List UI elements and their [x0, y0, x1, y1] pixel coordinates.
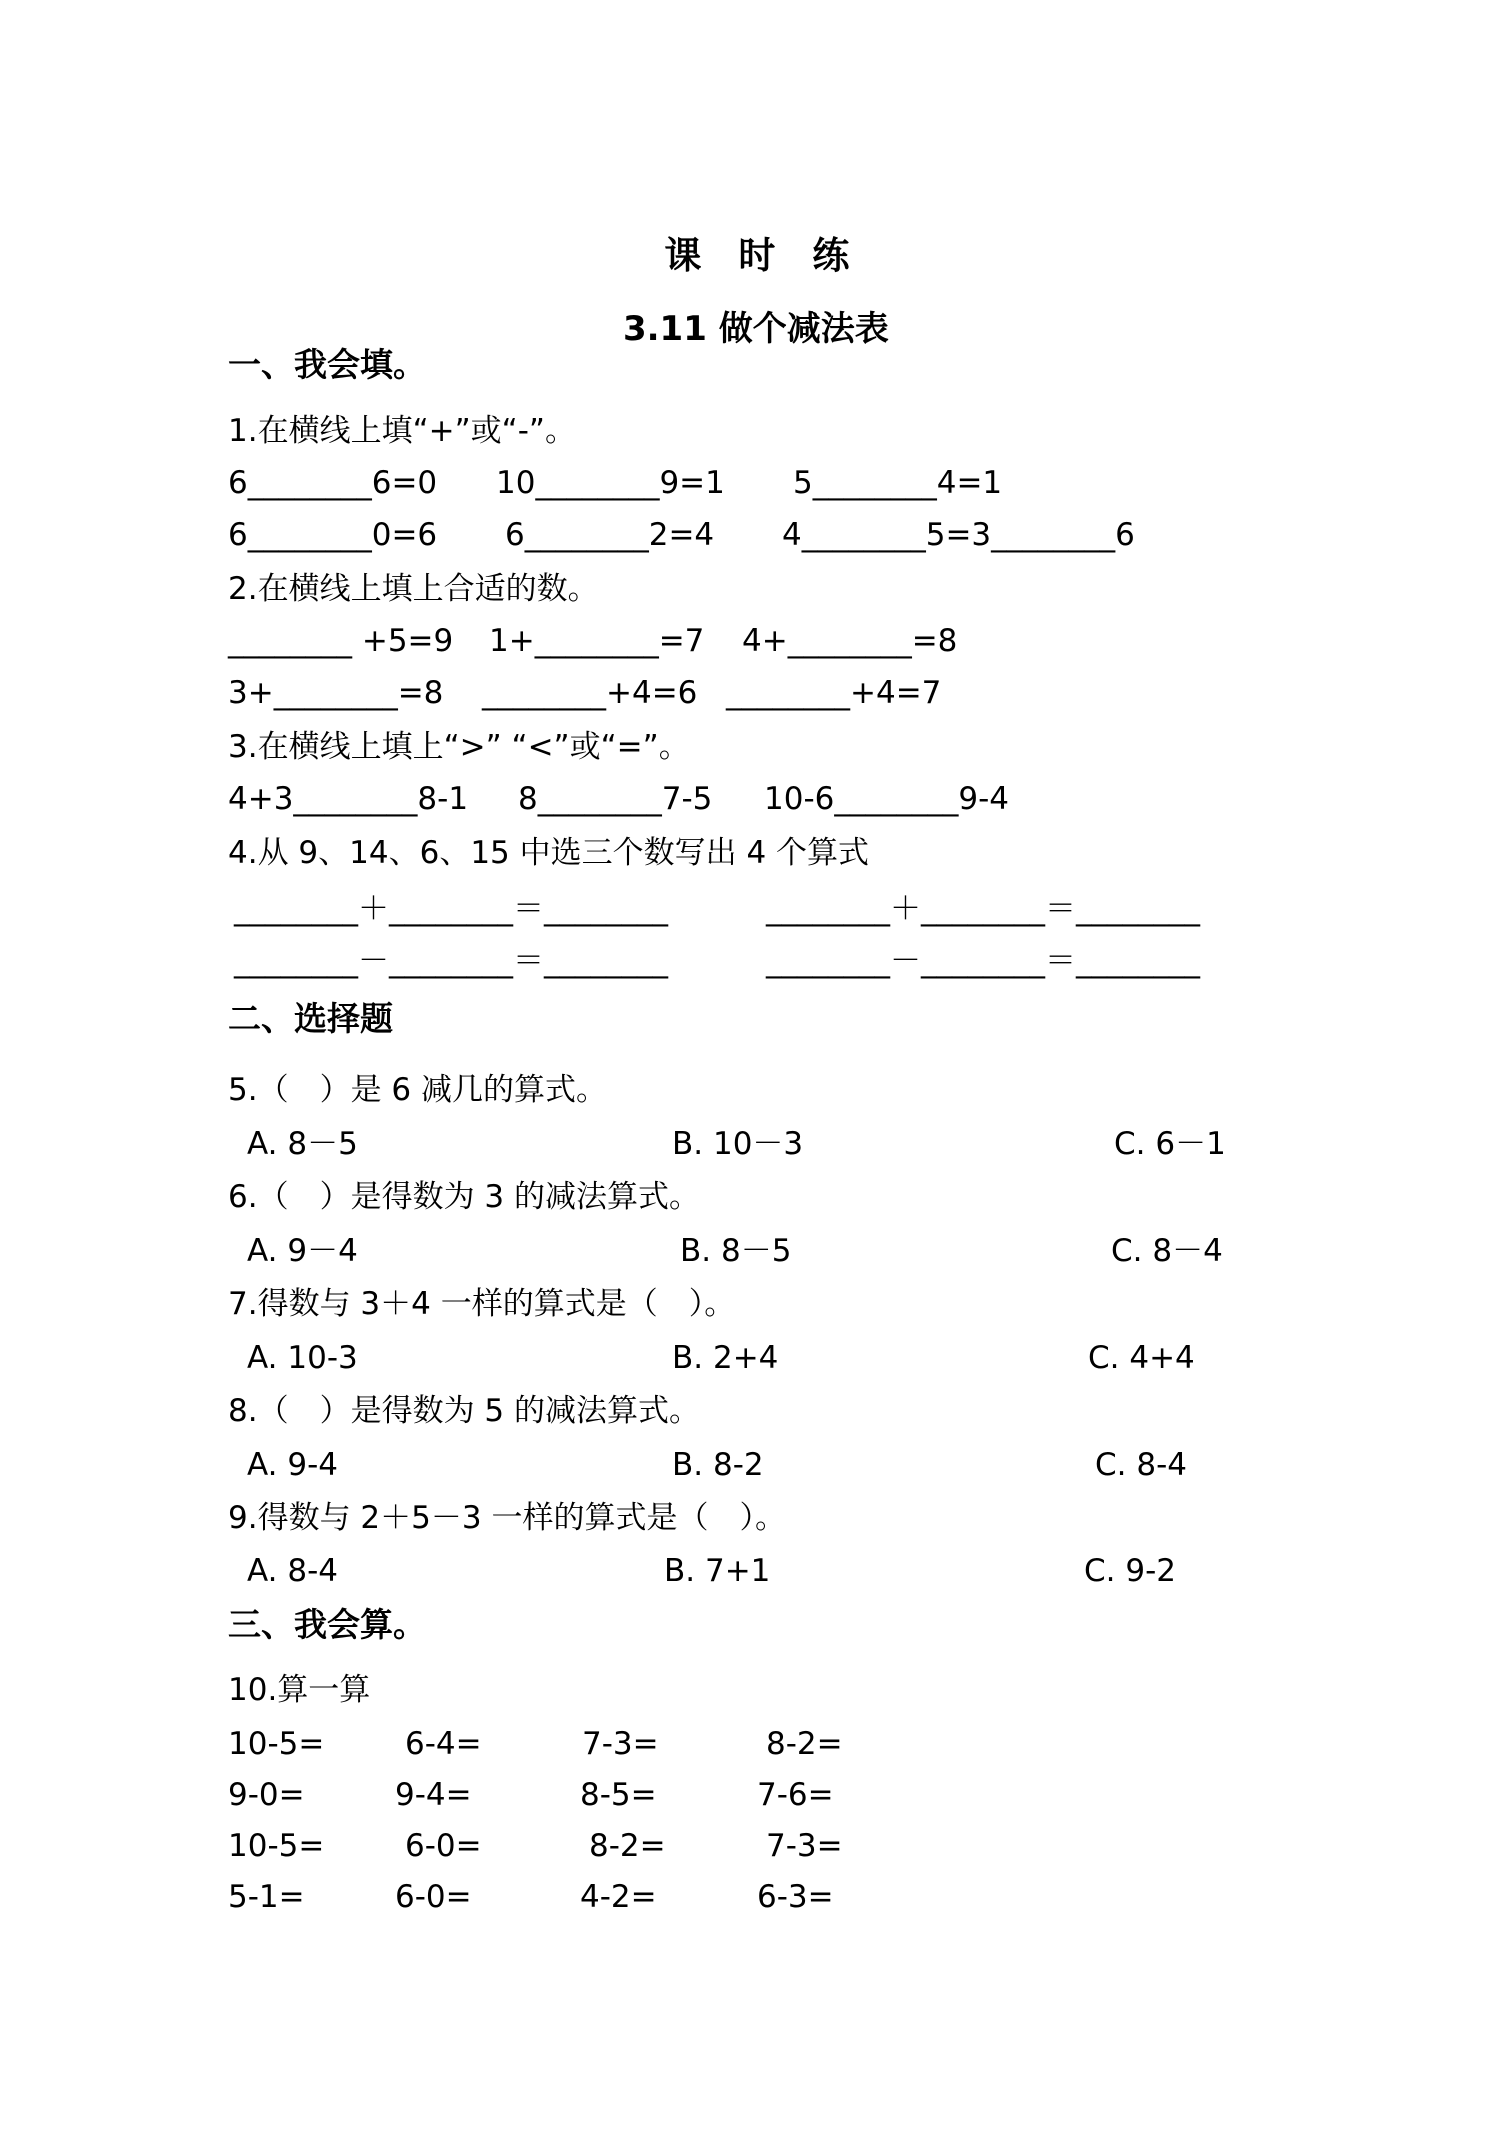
q4-prompt [0, 827, 1488, 879]
q8-stem-text: 8.（ ）是得数为 5 的减法算式。 [228, 1393, 701, 1429]
q10-r3-c4[interactable]: 7-3= [766, 1828, 843, 1864]
q10-r3-c1[interactable]: 10-5= [228, 1828, 325, 1864]
q4-r1-item-1[interactable]: ________＋________＝________ [234, 891, 668, 927]
q7-option-a[interactable]: A. 10-3 [247, 1340, 358, 1376]
q10-row-3 [0, 1820, 1488, 1872]
q9-option-b[interactable]: B. 7+1 [664, 1553, 771, 1589]
q10-r2-c1[interactable]: 9-0= [228, 1777, 305, 1813]
q6-option-a[interactable]: A. 9－4 [247, 1233, 358, 1269]
q9-option-a[interactable]: A. 8-4 [247, 1553, 339, 1589]
q2-r1-item-1[interactable]: ________ +5=9 [228, 623, 454, 659]
q7-stem-text: 7.得数与 3＋4 一样的算式是（ ）。 [228, 1286, 736, 1322]
q8-options [0, 1439, 1488, 1491]
q3-r1-item-2[interactable]: 8________7-5 [518, 781, 713, 817]
q10-r4-c4[interactable]: 6-3= [757, 1879, 834, 1915]
q9-option-c[interactable]: C. 9-2 [1084, 1553, 1176, 1589]
q10-r2-c2[interactable]: 9-4= [395, 1777, 472, 1813]
q7-options [0, 1332, 1488, 1384]
q5-stem-text: 5.（ ）是 6 减几的算式。 [228, 1072, 608, 1108]
q3-prompt [0, 721, 1488, 773]
q1-r2-item-1[interactable]: 6________0=6 [228, 517, 438, 553]
q7-option-c[interactable]: C. 4+4 [1088, 1340, 1195, 1376]
q1-r1-item-2[interactable]: 10________9=1 [496, 465, 725, 501]
q1-prompt-text: 1.在横线上填“+”或“-”。 [228, 413, 576, 449]
q3-r1-item-1[interactable]: 4+3________8-1 [228, 781, 469, 817]
q5-option-c[interactable]: C. 6－1 [1114, 1126, 1226, 1162]
q8-stem [0, 1385, 1488, 1437]
q1-r1-item-1[interactable]: 6________6=0 [228, 465, 438, 501]
q5-options [0, 1118, 1488, 1170]
q4-r1-item-2[interactable]: ________＋________＝________ [766, 891, 1200, 927]
q2-row-2 [0, 667, 1488, 719]
q10-row-2 [0, 1769, 1488, 1821]
q10-r4-c2[interactable]: 6-0= [395, 1879, 472, 1915]
q5-stem [0, 1064, 1488, 1116]
q1-r2-item-3[interactable]: 4________5=3________6 [782, 517, 1135, 553]
q10-r2-c4[interactable]: 7-6= [757, 1777, 834, 1813]
q2-r1-item-3[interactable]: 4+________=8 [742, 623, 958, 659]
q9-options [0, 1545, 1488, 1597]
q10-r4-c1[interactable]: 5-1= [228, 1879, 305, 1915]
q1-row-2 [0, 509, 1488, 561]
q7-option-b[interactable]: B. 2+4 [672, 1340, 779, 1376]
q2-r2-item-1[interactable]: 3+________=8 [228, 675, 444, 711]
section-2-heading-text: 二、选择题 [228, 999, 393, 1038]
q1-prompt [0, 405, 1488, 457]
q10-prompt [0, 1664, 1488, 1716]
q10-r2-c3[interactable]: 8-5= [580, 1777, 657, 1813]
q8-option-a[interactable]: A. 9-4 [247, 1447, 339, 1483]
q3-r1-item-3[interactable]: 10-6________9-4 [764, 781, 1009, 817]
q4-prompt-text: 4.从 9、14、6、15 中选三个数写出 4 个算式 [228, 835, 870, 871]
q5-option-b[interactable]: B. 10－3 [672, 1126, 804, 1162]
q4-row-2 [0, 935, 1488, 987]
q10-r1-c3[interactable]: 7-3= [582, 1726, 659, 1762]
q10-prompt-text: 10.算一算 [228, 1672, 371, 1708]
q10-row-1 [0, 1718, 1488, 1770]
q10-r4-c3[interactable]: 4-2= [580, 1879, 657, 1915]
q4-row-1 [0, 883, 1488, 935]
section-2-heading [0, 993, 1488, 1045]
q6-option-b[interactable]: B. 8－5 [680, 1233, 792, 1269]
q10-r3-c2[interactable]: 6-0= [405, 1828, 482, 1864]
q1-r2-item-2[interactable]: 6________2=4 [505, 517, 715, 553]
q2-prompt [0, 563, 1488, 615]
q8-option-c[interactable]: C. 8-4 [1095, 1447, 1187, 1483]
q2-r1-item-2[interactable]: 1+________=7 [489, 623, 705, 659]
q2-r2-item-2[interactable]: ________+4=6 [482, 675, 698, 711]
q10-row-4 [0, 1871, 1488, 1923]
subtitle-text: 3.11 做个减法表 [622, 309, 889, 349]
q5-option-a[interactable]: A. 8－5 [247, 1126, 358, 1162]
q7-stem [0, 1278, 1488, 1330]
lesson-subtitle [0, 251, 1488, 349]
q3-row-1 [0, 773, 1488, 825]
q6-options [0, 1225, 1488, 1277]
title-text: 课 时 练 [664, 234, 850, 277]
section-1-heading-text: 一、我会填。 [228, 345, 426, 384]
q6-option-c[interactable]: C. 8－4 [1111, 1233, 1223, 1269]
section-3-heading-text: 三、我会算。 [228, 1605, 426, 1644]
q10-r3-c3[interactable]: 8-2= [589, 1828, 666, 1864]
q9-stem-text: 9.得数与 2＋5－3 一样的算式是（ ）。 [228, 1500, 786, 1536]
q2-prompt-text: 2.在横线上填上合适的数。 [228, 571, 599, 607]
q1-row-1 [0, 457, 1488, 509]
q6-stem [0, 1171, 1488, 1223]
q4-r2-item-1[interactable]: ________－________＝________ [234, 943, 668, 979]
q1-r1-item-3[interactable]: 5________4=1 [793, 465, 1003, 501]
page-title [0, 178, 1488, 277]
q10-r1-c1[interactable]: 10-5= [228, 1726, 325, 1762]
section-1-heading [0, 339, 1488, 391]
q8-option-b[interactable]: B. 8-2 [672, 1447, 764, 1483]
q2-row-1 [0, 615, 1488, 667]
section-3-heading [0, 1599, 1488, 1651]
q3-prompt-text: 3.在横线上填上“>” “<”或“=”。 [228, 729, 690, 765]
q6-stem-text: 6.（ ）是得数为 3 的减法算式。 [228, 1179, 701, 1215]
q2-r2-item-3[interactable]: ________+4=7 [726, 675, 942, 711]
q10-r1-c4[interactable]: 8-2= [766, 1726, 843, 1762]
q10-r1-c2[interactable]: 6-4= [405, 1726, 482, 1762]
q9-stem [0, 1492, 1488, 1544]
q4-r2-item-2[interactable]: ________－________＝________ [766, 943, 1200, 979]
